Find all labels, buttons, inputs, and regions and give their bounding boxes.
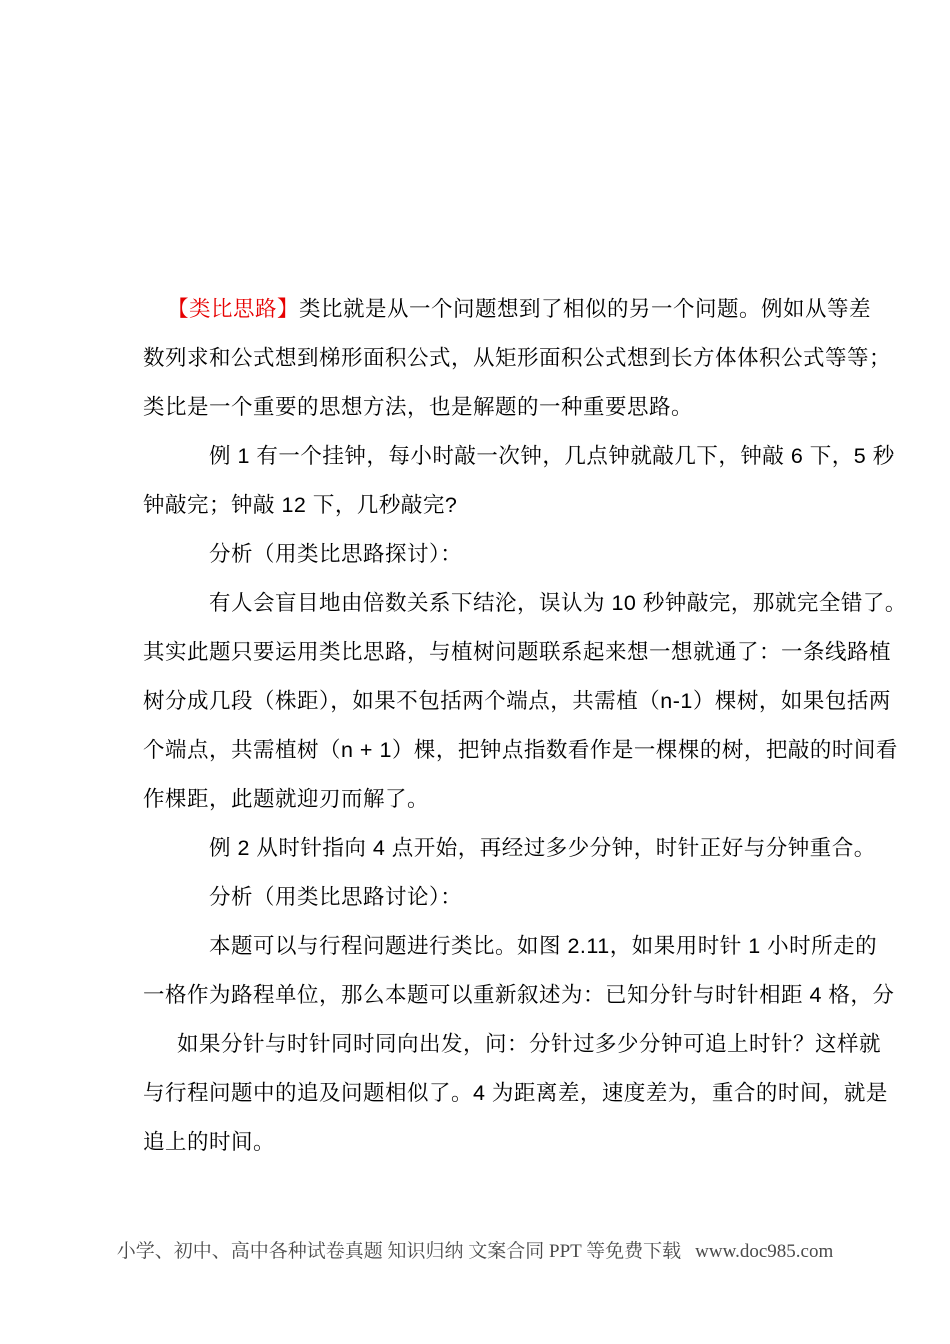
page-footer	[0, 1236, 950, 1263]
text-line: 例 2 从时针指向 4 点开始，再经过多少分钟，时针正好与分钟重合。	[209, 836, 876, 860]
text-line: 有人会盲目地由倍数关系下结沦，误认为 10 秒钟敲完，那就完全错了。	[209, 591, 907, 615]
section-heading: 【类比思路】	[167, 297, 300, 321]
text-line: 分析（用类比思路讨论）：	[209, 885, 463, 909]
text-line: 类比是一个重要的思想方法，也是解题的一种重要思路。	[143, 395, 694, 419]
text-line: 本题可以与行程问题进行类比。如图 2.11，如果用时针 1 小时所走的	[209, 934, 878, 958]
first-line-text: 类比就是从一个问题想到了相似的另一个问题。例如从等差	[299, 297, 872, 321]
text-line: 树分成几段（株距），如果不包括两个端点，共需植（n-1）棵树，如果包括两	[143, 689, 891, 713]
footer-url: www.doc985.com	[695, 1241, 834, 1262]
text-line: 个端点，共需植树（n + 1）棵，把钟点指数看作是一棵棵的树，把敲的时间看	[143, 738, 898, 762]
text-line: 分析（用类比思路探讨）：	[209, 542, 463, 566]
text-line: 例 1 有一个挂钟，每小时敲一次钟，几点钟就敲几下，钟敲 6 下，5 秒	[209, 444, 895, 468]
text-line: 追上的时间。	[143, 1130, 276, 1154]
document-body	[143, 285, 907, 1167]
text-line: 其实此题只要运用类比思路，与植树问题联系起来想一想就通了：一条线路植	[143, 640, 892, 664]
footer-text: 小学、初中、高中各种试卷真题 知识归纳 文案合同 PPT 等免费下载	[116, 1241, 682, 1262]
text-line: 钟敲完；钟敲 12 下，几秒敲完?	[143, 493, 458, 517]
first-paragraph-line	[143, 285, 872, 334]
text-line: 与行程问题中的追及问题相似了。4 为距离差，速度差为，重合的时间，就是	[143, 1081, 888, 1105]
text-line: 作棵距，此题就迎刃而解了。	[143, 787, 430, 811]
text-line: 数列求和公式想到梯形面积公式，从矩形面积公式想到长方体体积公式等等；	[143, 346, 892, 370]
text-line: 一格作为路程单位，那么本题可以重新叙述为：已知分针与时针相距 4 格，分	[143, 983, 895, 1007]
text-line: 如果分针与时针同时同向出发，问：分针过多少分钟可追上时针？这样就	[177, 1032, 882, 1056]
